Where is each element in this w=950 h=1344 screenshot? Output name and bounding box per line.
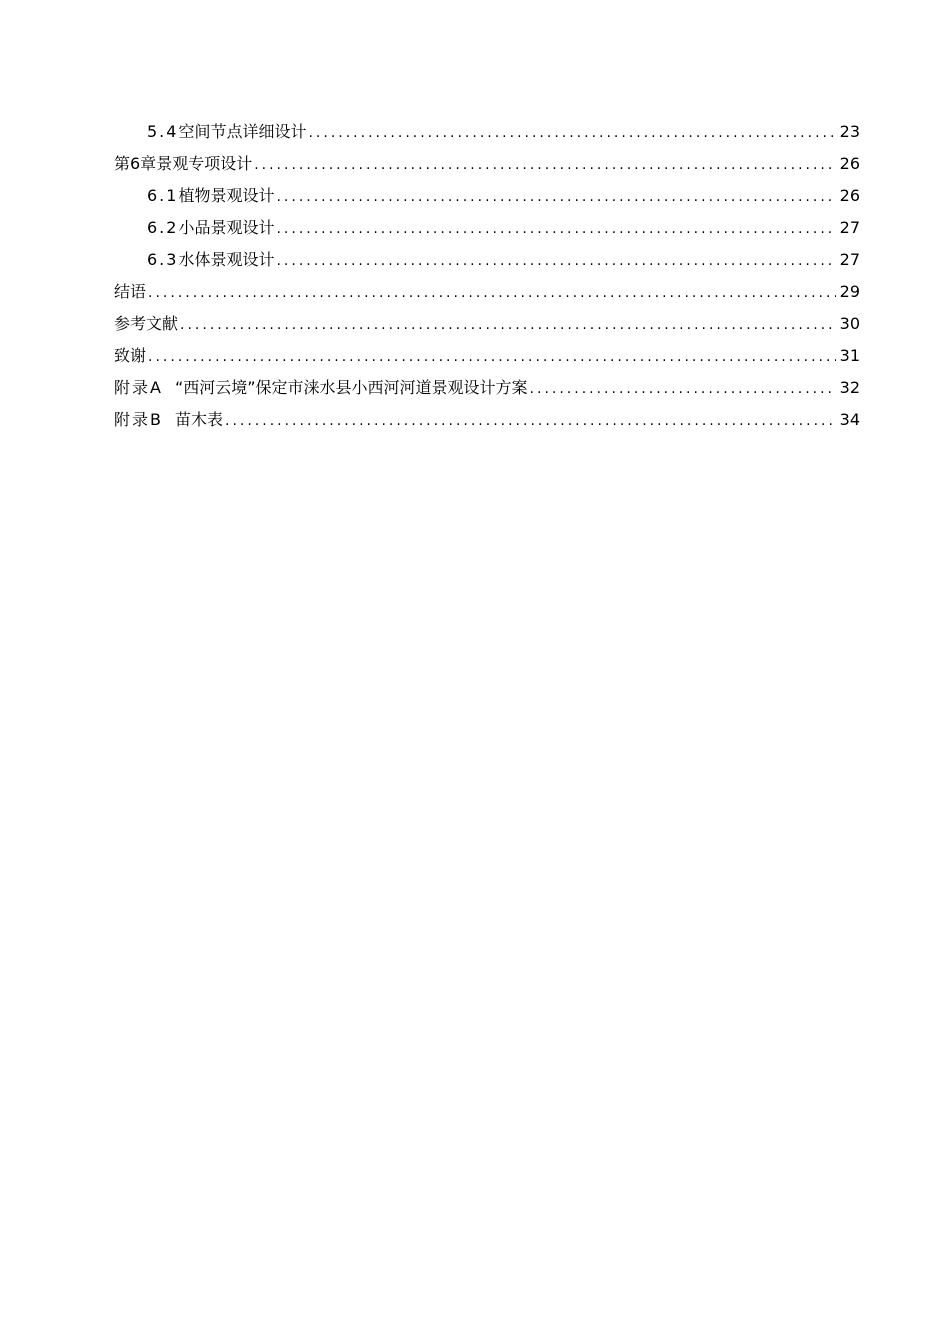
dot-leader (276, 245, 835, 277)
toc-entry-5-4[interactable] (114, 116, 860, 148)
toc-title: “西河云境”保定市涞水县小西河河道景观设计方案 (174, 378, 528, 397)
toc-page-number: 29 (839, 282, 860, 301)
dot-leader (254, 149, 835, 181)
toc-entry-conclusion[interactable] (114, 276, 860, 308)
toc-title (114, 276, 146, 308)
toc-page-number: 30 (839, 314, 860, 333)
toc-title: 苗木表 (174, 410, 223, 429)
toc-title: 景观专项设计 (156, 154, 253, 173)
toc-section-number: 6.3 (147, 250, 179, 269)
toc-title: 参考文献 (114, 314, 179, 333)
toc-entry-6-2[interactable] (114, 212, 860, 244)
toc-appendix-label: 附录A (114, 378, 163, 397)
table-of-contents (114, 116, 860, 436)
toc-title: 空间节点详细设计 (178, 122, 307, 141)
toc-title-char: 致 (114, 346, 131, 365)
toc-title-char: 结 (114, 282, 131, 301)
toc-page-number: 32 (839, 378, 860, 397)
toc-title (114, 340, 146, 372)
toc-entry-6-1[interactable] (114, 180, 860, 212)
toc-entry-appendix-a[interactable] (114, 372, 860, 404)
toc-entry-references[interactable] (114, 308, 860, 340)
dot-leader (148, 277, 836, 309)
toc-page-number: 31 (839, 346, 860, 365)
toc-page-number: 34 (839, 410, 860, 429)
toc-title: 植物景观设计 (178, 186, 275, 205)
toc-section-number: 6.2 (147, 218, 179, 237)
toc-section-number: 5.4 (147, 122, 179, 141)
toc-entry-chapter-6[interactable] (114, 148, 860, 180)
toc-entry-6-3[interactable] (114, 244, 860, 276)
toc-entry-acknowledgements[interactable] (114, 340, 860, 372)
dot-leader (225, 405, 836, 437)
toc-page-number: 26 (839, 186, 860, 205)
dot-leader (148, 341, 836, 373)
toc-appendix-label: 附录B (114, 410, 163, 429)
dot-leader (276, 213, 835, 245)
toc-section-number: 6.1 (147, 186, 179, 205)
toc-title-char: 谢 (130, 346, 147, 365)
toc-entry-appendix-b[interactable] (114, 404, 860, 436)
toc-page-number: 27 (839, 218, 860, 237)
toc-title: 水体景观设计 (178, 250, 275, 269)
dot-leader (308, 117, 835, 149)
toc-chapter-number: 第6章 (114, 154, 157, 173)
dot-leader (180, 309, 836, 341)
toc-page-number: 23 (839, 122, 860, 141)
toc-title-char: 语 (130, 282, 147, 301)
toc-page-number: 27 (839, 250, 860, 269)
toc-title: 小品景观设计 (178, 218, 275, 237)
dot-leader (276, 181, 835, 213)
toc-page-number: 26 (839, 154, 860, 173)
dot-leader (530, 373, 836, 405)
